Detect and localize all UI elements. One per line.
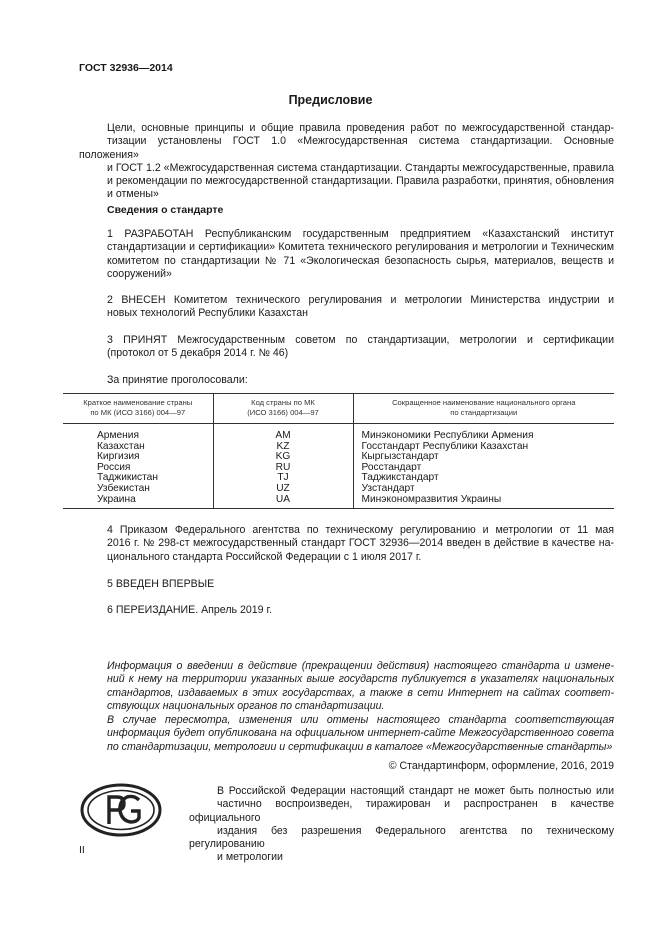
- column-header-line: по МК (ИСО 3166) 004—97: [90, 408, 186, 417]
- page-title: Предисловие: [288, 93, 373, 107]
- agency-cell: Госстандарт Республики Казахстан: [361, 440, 529, 452]
- country-cell: Россия: [63, 463, 213, 474]
- notice-line: стандартов, издаваемых в этих государствах, а также в сети Интернет на сайтах соответ-: [107, 686, 614, 699]
- column-header-body: [353, 394, 614, 424]
- item-5: 5 ВВЕДЕН ВПЕРВЫЕ: [107, 578, 215, 590]
- reprint-line: и метрологии: [217, 851, 283, 864]
- notice-line: Информация о введении в действие (прекращении действия) настоящего стандарта и измене-: [107, 660, 614, 672]
- table-row: [63, 452, 614, 463]
- item-2-line: новых технологий Республики Казахстан: [107, 307, 309, 320]
- column-header-line: Код страны по МК: [251, 398, 315, 407]
- item-3-line: (протокол от 5 декабря 2014 г. № 46): [107, 347, 289, 360]
- agency-cell: Кыргызстандарт: [361, 451, 439, 463]
- country-cell: Таджикистан: [63, 473, 213, 484]
- country-cell: Узбекистан: [63, 484, 213, 495]
- column-header-line: (ИСО 3166) 004—97: [247, 408, 319, 417]
- notice-revision: [79, 714, 614, 754]
- page-number: II: [79, 844, 85, 856]
- item-4: [79, 524, 614, 564]
- table-row: [63, 424, 614, 442]
- item-6: 6 ПЕРЕИЗДАНИЕ. Апрель 2019 г.: [107, 604, 273, 616]
- info-heading: Сведения о стандарте: [107, 204, 224, 216]
- column-header-line: Краткое наименование страны: [83, 398, 193, 407]
- reprint-notice: [189, 785, 614, 865]
- reprint-line: частично воспроизведен, тиражирован и распространен в качестве официального: [189, 798, 614, 824]
- intro-paragraph: [79, 122, 614, 202]
- intro-line: Цели, основные принципы и общие правила проведения работ по межгосударственной стандар-: [107, 122, 614, 134]
- item-1-line: стандартизации и сертификации» Комитета технического регулирования и метрологии и Техническим: [107, 241, 614, 254]
- code-cell: KZ: [213, 442, 353, 453]
- column-header-line: Сокращенное наименование национального органа: [392, 398, 576, 407]
- column-header-line: по стандартизации: [450, 408, 518, 417]
- item-4-line: 4 Приказом Федерального агентства по техническому регулированию и метрологии от 11 мая: [107, 524, 614, 536]
- agency-cell: Узстандарт: [361, 482, 415, 494]
- code-cell: RU: [213, 463, 353, 474]
- item-1-line: 1 РАЗРАБОТАН Республиканским государственным предприятием «Казахстанский институт: [107, 228, 614, 240]
- table-row: [63, 442, 614, 453]
- document-code: ГОСТ 32936—2014: [79, 62, 173, 74]
- voted-label: За принятие проголосовали:: [107, 374, 248, 386]
- intro-line: и ГОСТ 1.2 «Межгосударственная система стандартизации. Стандарты межгосударственные, правила: [107, 161, 614, 174]
- votes-table: [63, 393, 614, 509]
- table-row: [63, 495, 614, 509]
- table-row: [63, 484, 614, 495]
- item-4-line: 2016 г. № 298-ст межгосударственный стандарт ГОСТ 32936—2014 введен в действие в качестве на-: [107, 537, 614, 550]
- country-cell: Киргизия: [63, 452, 213, 463]
- notice-introduction: [79, 660, 614, 713]
- code-cell: TJ: [213, 473, 353, 484]
- notice-line: по стандартизации, метрологии и сертификации в каталоге «Межгосударственные стандарты»: [107, 740, 613, 753]
- intro-line: и рекомендации по межгосударственной стандартизации. Правила разработки, принятия, обновления: [107, 175, 614, 188]
- agency-cell: Минэкономразвития Украины: [353, 495, 614, 509]
- item-2-line: 2 ВНЕСЕН Комитетом технического регулирования и метрологии Министерства индустрии и: [107, 294, 614, 306]
- country-cell: Армения: [63, 424, 213, 442]
- column-header-code: [213, 394, 353, 424]
- notice-line: ний к нему на территории указанных выше государств публикуется в указателях национальных: [107, 673, 614, 686]
- item-1-line: сооружений»: [107, 267, 172, 280]
- notice-line: В случае пересмотра, изменения или отмены настоящего стандарта соответствующая: [107, 714, 614, 726]
- agency-cell: Таджикстандарт: [361, 472, 439, 484]
- item-3: [79, 334, 614, 361]
- code-cell: KG: [213, 452, 353, 463]
- country-cell: Казахстан: [63, 442, 213, 453]
- code-cell: UA: [213, 495, 353, 509]
- copyright: © Стандартинформ, оформление, 2016, 2019: [388, 760, 614, 772]
- item-4-line: ционального стандарта Российской Федерации с 1 июля 2017 г.: [107, 550, 422, 563]
- agency-cell: Росстандарт: [361, 461, 422, 473]
- reprint-line: издания без разрешения Федерального агентства по техническому регулированию: [189, 824, 614, 851]
- intro-line: и отмены»: [107, 188, 159, 201]
- country-cell: Украина: [63, 495, 213, 509]
- rst-logo: [79, 782, 163, 843]
- reprint-line: В Российской Федерации настоящий стандарт не может быть полностью или: [217, 785, 614, 797]
- code-cell: UZ: [213, 484, 353, 495]
- notice-line: ствующих национальных органов по стандартизации.: [107, 699, 385, 712]
- item-3-line: 3 ПРИНЯТ Межгосударственным советом по стандартизации, метрологии и сертификации: [107, 334, 614, 346]
- table-header-row: [63, 394, 614, 424]
- column-header-country: [63, 394, 213, 424]
- agency-cell: Минэкономики Республики Армения: [361, 430, 534, 441]
- notice-line: информация будет опубликована на официальном интернет-сайте Межгосударственного совета: [107, 727, 614, 740]
- code-cell: AM: [213, 424, 353, 442]
- intro-line: тизации установлены ГОСТ 1.0 «Межгосударственная система стандартизации. Основные положения»: [79, 135, 614, 161]
- item-1-line: комитетом по стандартизации № 71 «Экологическая безопасность сырья, материалов, веществ и: [107, 254, 614, 267]
- item-1: [79, 228, 614, 281]
- item-2: [79, 294, 614, 321]
